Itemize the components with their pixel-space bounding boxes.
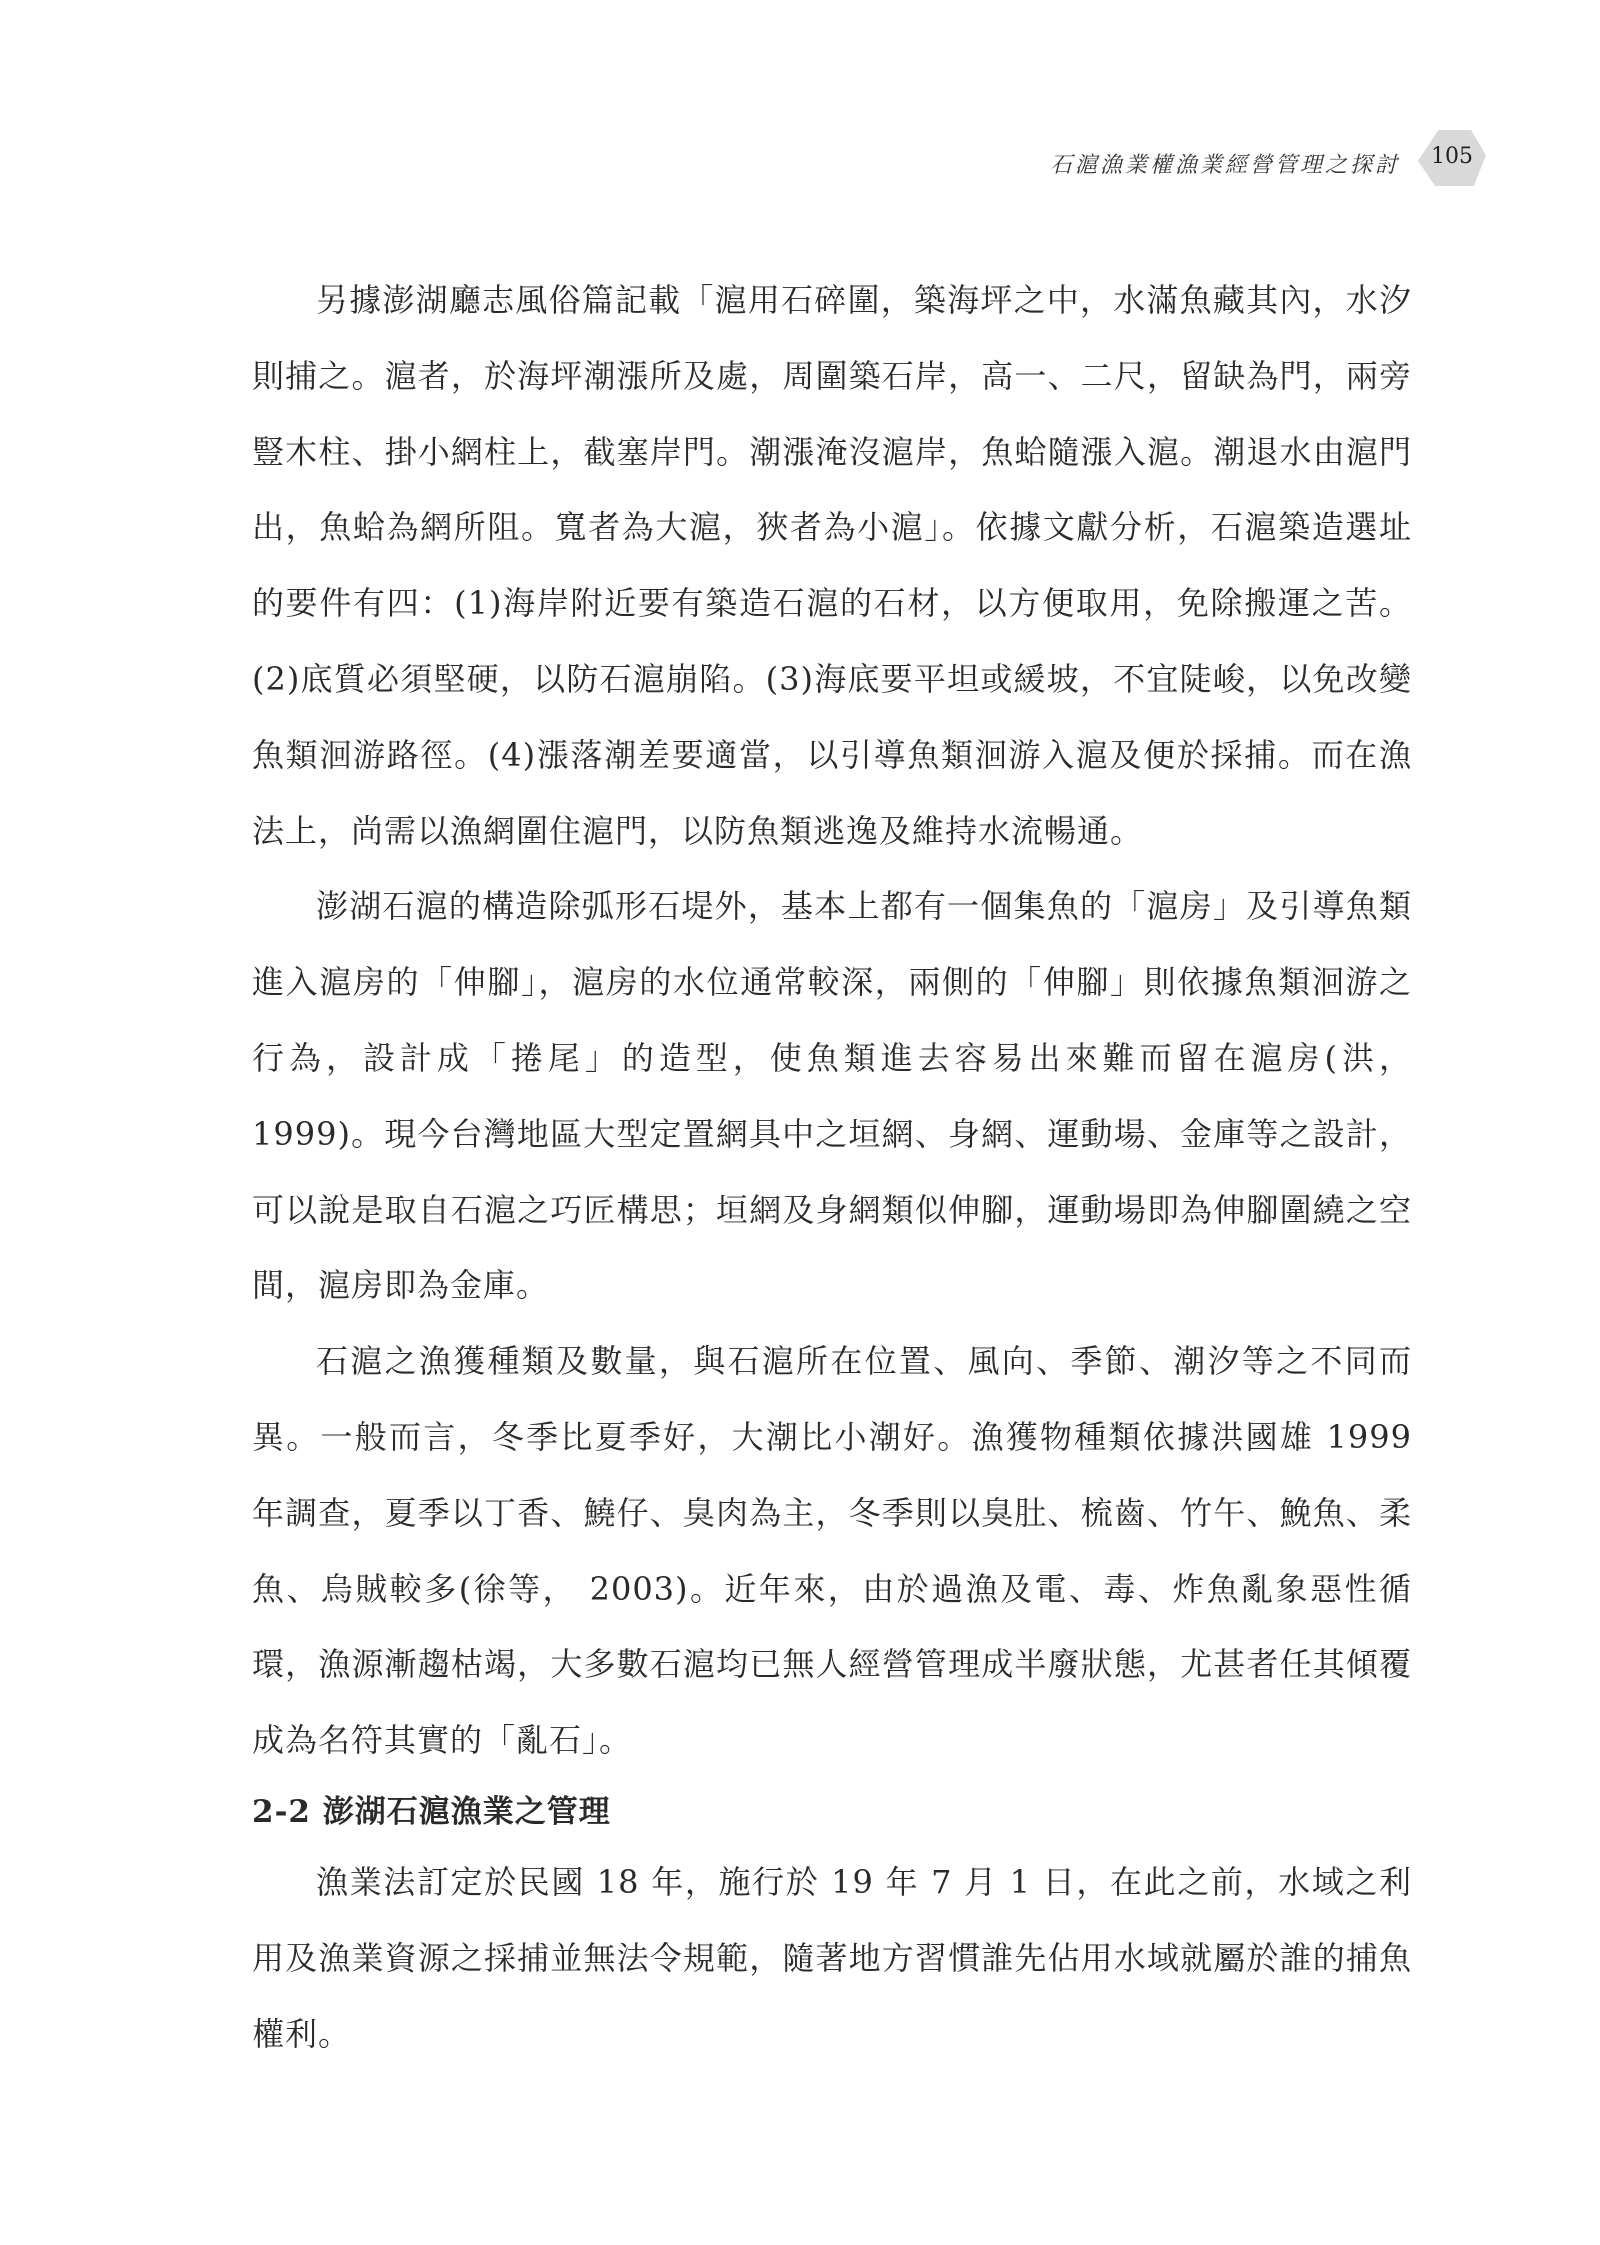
paragraph: 另據澎湖廳志風俗篇記載「滬用石碎圍，築海坪之中，水滿魚藏其內，水汐則捕之。滬者，於海坪潮漲所及處，周圍築石岸，高一、二尺，留缺為門，兩旁豎木柱、掛小網柱上，截塞岸門。潮漲淹沒滬岸，魚蛤隨漲入滬。潮退水由滬門出，魚蛤為網所阻。寬者為大滬，狹者為小滬」。依據文獻分析，石滬築造選址的要件有四：(1)海岸附近要有築造石滬的石材，以方便取用，免除搬運之苦。(2)底質必須堅硬，以防石滬崩陷。(3)海底要平坦或緩坡，不宜陡峻，以免改變魚類洄游路徑。(4)漲落潮差要適當，以引導魚類洄游入滬及便於採捕。而在漁法上，尚需以漁網圍住滬門，以防魚類逃逸及維持水流暢通。: [252, 281, 1412, 850]
paragraph: 澎湖石滬的構造除弧形石堤外，基本上都有一個集魚的「滬房」及引導魚類進入滬房的「伸腳」，滬房的水位通常較深，兩側的「伸腳」則依據魚類洄游之行為，設計成「捲尾」的造型，使魚類進去容易出來難而留在滬房(洪，1999)。現今台灣地區大型定置網具中之垣網、身網、運動場、金庫等之設計，可以說是取自石滬之巧匠構思；垣網及身網類似伸腳，運動場即為伸腳圍繞之空間，滬房即為金庫。: [252, 887, 1412, 1305]
page-header: [0, 128, 1600, 188]
running-title: 石滬漁業權漁業經營管理之探討: [1049, 153, 1400, 178]
page-body: [252, 263, 1412, 2072]
section-heading: 2-2 澎湖石滬漁業之管理: [252, 1793, 611, 1830]
page-number: 105: [1431, 144, 1473, 169]
paragraph: 漁業法訂定於民國 18 年，施行於 19 年 7 月 1 日，在此之前，水域之利用及漁業資源之採捕並無法令規範，隨著地方習慣誰先佔用水域就屬於誰的捕魚權利。: [252, 1862, 1412, 2053]
paragraph: 石滬之漁獲種類及數量，與石滬所在位置、風向、季節、潮汐等之不同而異。一般而言，冬季比夏季好，大潮比小潮好。漁獲物種類依據洪國雄 1999 年調查，夏季以丁香、鱙仔、臭肉為主，冬季則以臭肚、梳齒、竹午、鮸魚、柔魚、烏賊較多(徐等， 2003)。近年來，由於過漁及電、毒、炸魚亂象惡性循環，漁源漸趨枯竭，大多數石滬均已無人經營管理成半廢狀態，尤甚者任其傾覆成為名符其實的「亂石」。: [252, 1342, 1412, 1760]
